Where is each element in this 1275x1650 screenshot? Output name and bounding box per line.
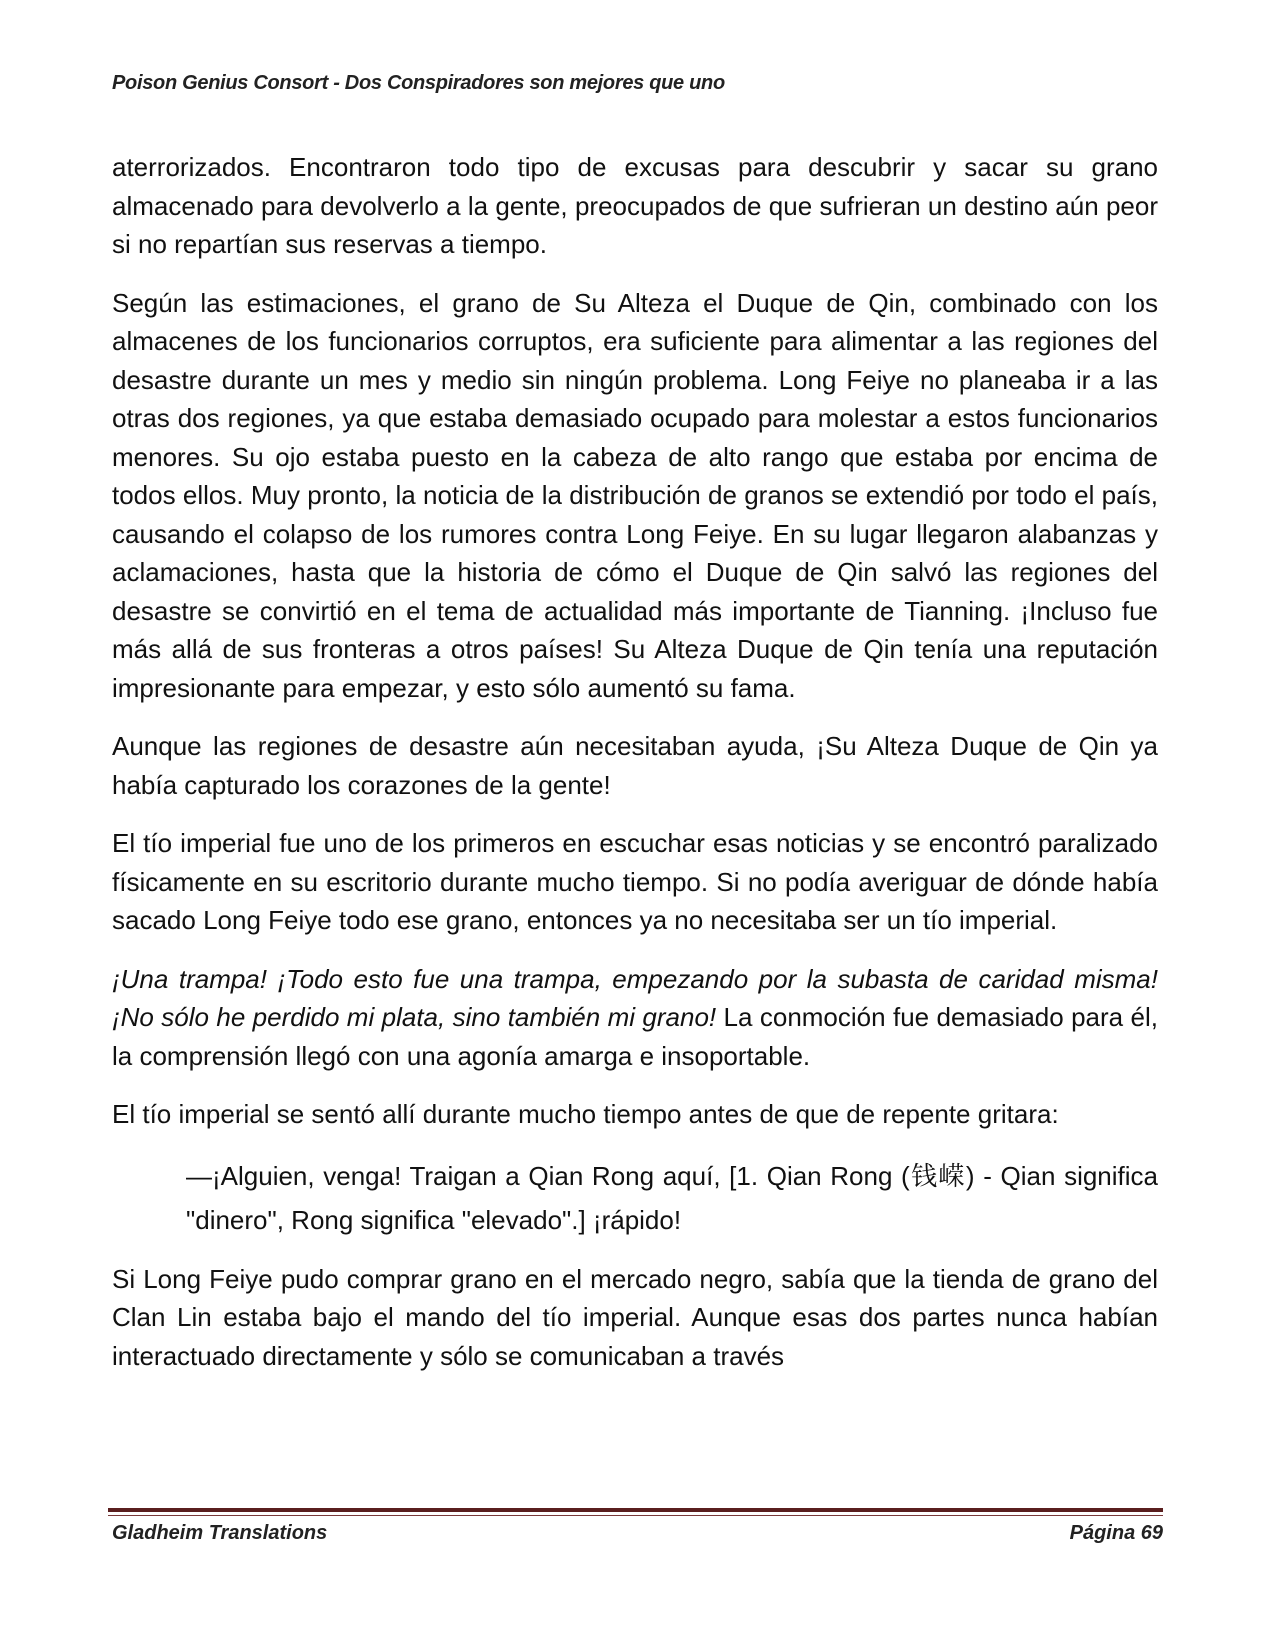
paragraph-thought — [112, 960, 1158, 1076]
footer-divider-thick — [108, 1508, 1163, 1512]
thought-normal-text: La conmoción fue demasiado para él, la comprensión llegó con una agonía amarga e insoportable. — [112, 1002, 1158, 1071]
paragraph-before-quote: El tío imperial se sentó allí durante mucho tiempo antes de que de repente gritara: — [112, 1099, 1059, 1129]
paragraph-2: Según las estimaciones, el grano de Su Alteza el Duque de Qin, combinado con los almacenes de los funcionarios corruptos, era suficiente para alimentar a las regiones del desastre durante un mes y medio sin ningún problema. Long Feiye no planeaba ir a las otras dos regiones, ya que estaba demasiado ocupado para molestar a estos funcionarios menores. Su ojo estaba puesto en la cabeza de alto rango que estaba por encima de todos ellos. Muy pronto, la noticia de la distribución de granos se extendió por todo el país, causando el colapso de los rumores contra Long Feiye. En su lugar llegaron alabanzas y aclamaciones, hasta que la historia de cómo el Duque de Qin salvó las regiones del desastre se convirtió en el tema de actualidad más importante de Tianning. ¡Incluso fue más allá de sus fronteras a otros países! Su Alteza Duque de Qin tenía una reputación impresionante para empezar, y esto sólo aumentó su fama. — [112, 287, 1158, 703]
footer-divider-thin — [108, 1515, 1163, 1516]
paragraph-last: Si Long Feiye pudo comprar grano en el mercado negro, sabía que la tienda de grano del Clan Lin estaba bajo el mando del tío imperial. Aunque esas dos partes nunca habían interactuado directamente y sólo se comunicaban a través — [112, 1263, 1158, 1371]
paragraph-4: El tío imperial fue uno de los primeros en escuchar esas noticias y se encontró paralizado físicamente en su escritorio durante mucho tiempo. Si no podía averiguar de dónde había sacado Long Feiye todo ese grano, entonces ya no necesitaba ser un tío imperial. — [112, 828, 1158, 935]
page-body — [112, 148, 1158, 1395]
footer-publisher: Gladheim Translations — [112, 1522, 328, 1544]
dialogue-quote: —¡Alguien, venga! Traigan a Qian Rong aquí, [1. Qian Rong (钱嵘) - Qian significa "dinero", Rong significa "elevado".] ¡rápido! — [186, 1160, 1158, 1235]
paragraph-1: aterrorizados. Encontraron todo tipo de excusas para descubrir y sacar su grano almacenado para devolverlo a la gente, preocupados de que sufrieran un destino aún peor si no repartían sus reservas a tiempo. — [112, 152, 1158, 259]
page-header-title: Poison Genius Consort - Dos Conspiradores son mejores que uno — [112, 72, 725, 94]
footer-page-number: Página 69 — [1069, 1522, 1163, 1544]
thought-italic-text: ¡Una trampa! ¡Todo esto fue una trampa, empezando por la subasta de caridad misma! ¡No sólo he perdido mi plata, sino también mi grano! — [112, 963, 1158, 1032]
paragraph-3: Aunque las regiones de desastre aún necesitaban ayuda, ¡Su Alteza Duque de Qin ya había capturado los corazones de la gente! — [112, 731, 1158, 800]
